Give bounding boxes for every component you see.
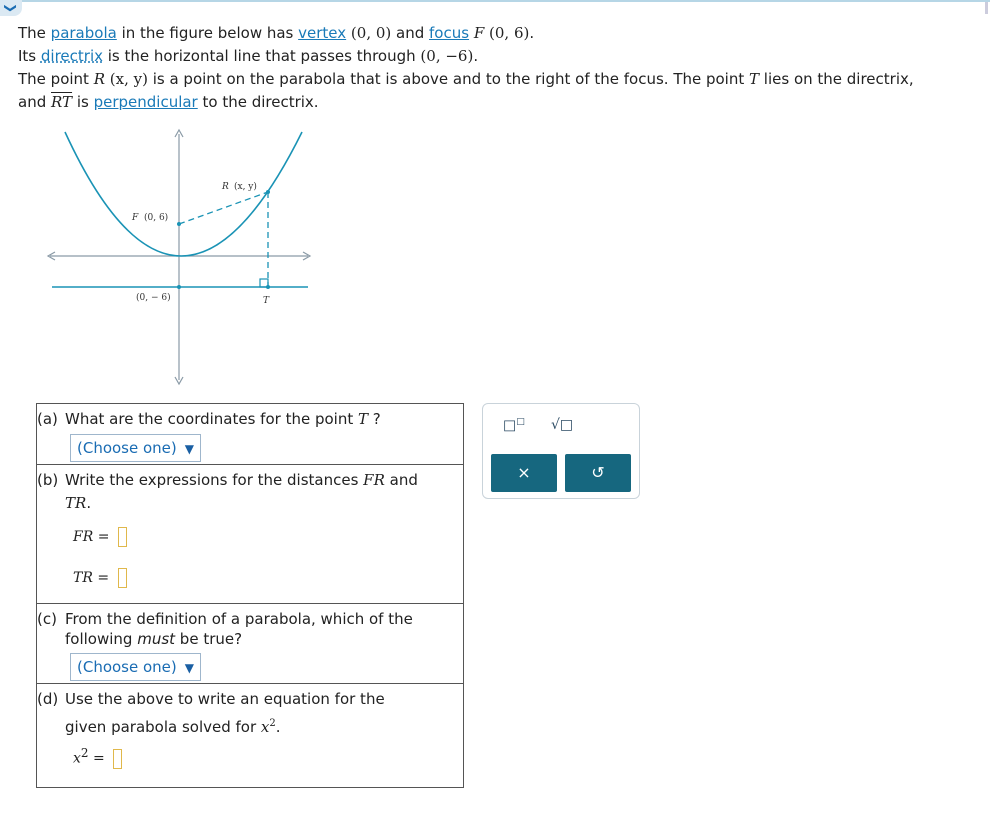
parabola-curve	[65, 132, 302, 256]
tr-equation: TR =	[73, 568, 127, 588]
perpendicular-link[interactable]: perpendicular	[93, 93, 198, 111]
collapse-chevron-icon[interactable]: ❯	[0, 0, 22, 16]
clear-button[interactable]: ×	[491, 454, 557, 492]
part-b	[37, 465, 463, 604]
intro-line-4: and $\overline{RT}$ is perpendicular to the directrix.	[18, 93, 319, 111]
segment-FR	[179, 192, 268, 224]
part-a	[37, 404, 463, 465]
x2-equation: $x^2$ =	[73, 746, 122, 769]
focus-point	[177, 222, 181, 226]
intro-line-3: The point R (x, y) is a point on the parabola that is above and to the right of the focus. The point T lies on the directrix,	[18, 70, 914, 88]
directrix-point	[177, 285, 181, 289]
part-a-dropdown[interactable]: (Choose one) ▼	[70, 434, 201, 462]
part-b-text-2: TR.	[65, 494, 92, 512]
top-rule	[0, 0, 990, 2]
label-F-coords: (0, 6)	[144, 213, 169, 223]
part-d-text-2: given parabola solved for $x^2$.	[65, 718, 281, 736]
parabola-link[interactable]: parabola	[50, 24, 117, 42]
fr-input[interactable]	[118, 527, 127, 547]
label-T: T	[263, 296, 270, 306]
part-c	[37, 604, 463, 684]
part-d-text: (d) Use the above to write an equation for the	[37, 690, 385, 708]
part-d	[37, 684, 463, 786]
undo-button[interactable]: ↺	[565, 454, 631, 492]
label-directrix-coords: (0, − 6)	[136, 293, 171, 303]
fr-equation: FR =	[73, 527, 127, 547]
sqrt-icon[interactable]: √□	[551, 417, 574, 433]
point-T	[266, 285, 270, 289]
vertex-link[interactable]: vertex	[298, 24, 347, 42]
parabola-figure	[40, 122, 330, 387]
top-right-marker	[985, 2, 988, 14]
math-toolbar	[482, 403, 640, 499]
superscript-icon[interactable]: □□	[503, 417, 525, 434]
intro-line-1: The parabola in the figure below has vertex (0, 0) and focus F (0, 6).	[18, 24, 535, 42]
dropdown-arrow-icon: ▼	[184, 661, 194, 675]
dropdown-arrow-icon: ▼	[184, 442, 194, 456]
label-F: F	[132, 213, 139, 223]
directrix-link[interactable]: directrix	[40, 47, 103, 65]
part-b-text: (b) Write the expressions for the distances FR and	[37, 471, 418, 489]
intro-line-2: Its directrix is the horizontal line that passes through (0, −6).	[18, 47, 479, 65]
question-box	[36, 403, 464, 788]
part-c-dropdown[interactable]: (Choose one) ▼	[70, 653, 201, 681]
focus-link[interactable]: focus	[429, 24, 470, 42]
label-R-coords: (x, y)	[234, 182, 257, 192]
point-R	[266, 190, 270, 194]
x2-input[interactable]	[113, 749, 122, 769]
tr-input[interactable]	[118, 568, 127, 588]
label-R: R	[222, 182, 229, 192]
part-c-text-2: following must be true?	[65, 630, 243, 648]
part-c-text: (c) From the definition of a parabola, which of the	[37, 610, 413, 628]
part-a-text: (a) What are the coordinates for the point T ?	[37, 410, 381, 428]
